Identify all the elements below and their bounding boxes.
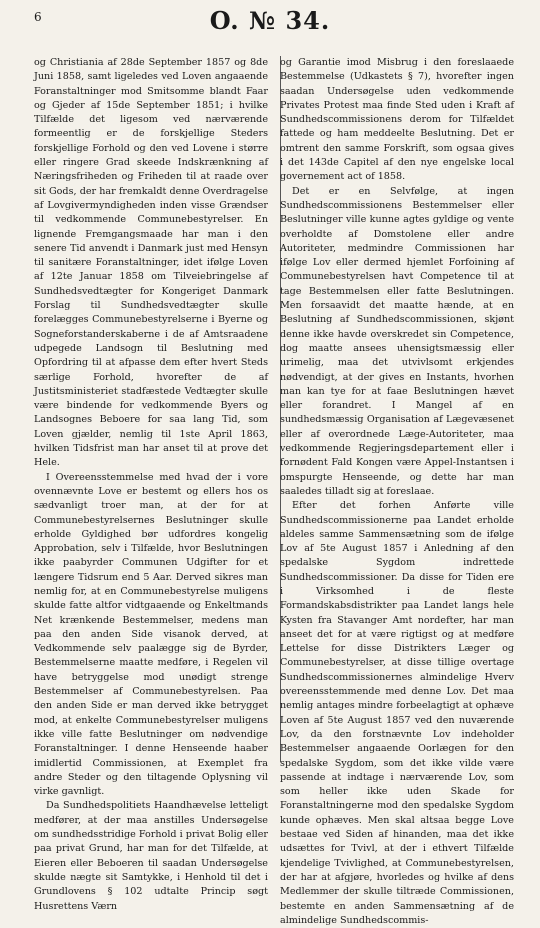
paragraph: I Overeensstemmelse med hvad der i vore ovennævnte Love er bestemt og ellers hos os sædvanligt troer man, at der for at Communebestyrelsernes Beslutninger skulle erholde Gyldighed bør udfordres kongelig Approbation, selv i Tilfælde, hvor Beslutningen ikke paabyrder Communen Udgifter for et længere Tidsrum end 5 Aar. Derved sikres man nemlig for, at en Communebestyrelse muligens skulde fatte altfor vidtgaaende og Enkeltmands Net krænkende Bestemmelser, medens man paa den anden Side visanok derved, at Vedkommende selv paalægge sig de Byrder, Bestemmelserne maatte medføre, i Regelen vil have betryggelse mod unødigt strenge Bestemmelser af Communebestyrelsen. Paa den anden Side er man derved ikke betrygget mod, at enkelte Communebestyrelser muligens ikke ville fatte Beslutninger om nødvendige Foranstaltninger. I denne Henseende haaber imidlertid Commissionen, at Exemplet fra andre Steder og den tiltagende Oplysning vil virke gavnligt.: [34, 471, 268, 798]
left-column: [34, 56, 268, 912]
paragraph: og Christiania af 28de September 1857 og 8de Juni 1858, samt ligeledes ved Loven angaaende Foranstaltninger mod Smitsomme blandt Faar og Gjeder af 15de September 1851; i hvilke Tilfælde det ligesom ved nærværende formeentlig er de forskjellige Steders forskjellige Forhold og den ved Lovene i større eller ringere Grad skeede Indskrænkning af Næringsfriheden og Friheden til at raade over sit Gods, der har fremkaldt denne Overdragelse af Lovgivermyndigheden inden visse Grændser til vedkommende Communebestyrelser. En lignende Fremgangsmaade har man i den senere Tid anvendt i Danmark just med Hensyn til sanitære Foranstaltninger, idet ifølge Loven af 12te Januar 1858 om Tilveiebringelse af Sundhedsvedtægter for Kongeriget Danmark Forslag til Sundhedsvedtægter skulle forelægges Communebestyrelserne i Byerne og Sogneforstanderskaberne i de af Amtsraadene udpegede Landsogn til Beslutning med Opfordring til at afpasse dem efter hvert Steds særlige Forhold, hvorefter de af Justitsministeriet stadfæstede Vedtægter skulle være bindende for vedkommende Byers og Landsognes Beboere for saa lang Tid, som Loven gjælder, nemlig til 1ste April 1863, hvilken Tidsfrist man har anset til at prove det Hele.: [34, 57, 268, 469]
page-number: 6: [34, 10, 42, 24]
right-column: [280, 56, 514, 926]
paragraph: Efter det forhen Anførte ville Sundhedscommissionerne paa Landet erholde aldeles samme Sammensætning som de ifølge Lov af 5te August 1857 i Anledning af den spedalske Sygdom indrettede Sundhedscommissioner. Da disse for Tiden ere i Virksomhed i de fleste Formandskabsdistrikter paa Landet langs hele Kysten fra Stavanger Amt nordefter, har man anseet det for at være rigtigst og at medføre Lettelse for disse Distrikters Læger og Communebestyrelser, at disse tillige overtage Sundhedscommissionernes almindelige Hverv overeensstemmende med denne Lov. Det maa nemlig antages mindre forbeelagtigt at ophæve Loven af 5te August 1857 ved den nuværende Lov, da den forstnævnte Lov indeholder Bestemmelser angaaende Oorlægen for den spedalske Sygdom, som det ikke vilde være passende at indtage i nærværende Lov, som som heller ikke uden Skade for Foranstaltningerne mod den spedalske Sygdom kunde ophæves. Men skal altsaa begge Love bestaae ved Siden af hinanden, maa det ikke udsættes for Tvivl, at der i ethvert Tilfælde kjendelige Tvivlighed, at Communebestyrelsen, der har at afgjøre, hvorledes og hvilke af dens Medlemmer der skulle tiltrædе Commissionen, bestemte en anden Sammensætning af de almindelige Sundhedscommis-: [280, 500, 514, 926]
page-title: O. № 34.: [209, 6, 331, 35]
paragraph: Det er en Selvfølge, at ingen Sundhedscommissionens Bestemmelser eller Beslutninger ville kunne agtes gyldige og vente overholdte af Domstolene eller andre Autoriteter, medmindre Commissionen har ifølge Lov eller dermed hjemlet Forfoining af Communebestyrelsen havt Competence til at tage Bestemmelsen eller fatte Beslutningen. Men forsaavidt det maatte hænde, at en Beslutning af Sundhedscommissionen, skjønt denne ikke havde overskredet sin Competence, dog maatte ansees uhensigtsmæssig eller urimelig, maa det utvivlsomt erkjendes nødvendigt, at der gives en Instants, hvorhen man kan tye for at faae Beslutningen hævet eller forandret. I Mangel af en sundhedsmæssig Organisation af Lægevæsenet eller af overordnede Læge-Autoriteter, maa vedkommende Regjeringsdepartement eller i fornødent Fald Kongen være Appel-Instantsen i omspurgte Henseende, og dette har man saaledes tilladt sig at foreslaae.: [280, 185, 514, 497]
paragraph: Da Sundhedspolitiets Haandhævelse letteligt medfører, at der maa anstilles Undersøgelse om sundhedsstridige Forhold i privat Bolig eller paa privat Grund, har man for det Tilfælde, at Eieren eller Beboeren til saadan Undersøgelse skulde nægte sit Samtykke, i Henhold til det i Grundlovens § 102 udtalte Princip søgt Husrettens Værn: [34, 800, 268, 912]
paragraph: og Garantie imod Misbrug i den foreslaaede Bestemmelse (Udkastets § 7), hvorefter ingen saadan Undersøgelse uden vedkommende Privates Protest maa finde Sted uden i Kraft af Sundhedscommissionens derom for Tilfældet fattede og ham meddeelte Beslutning. Det er omtrent den samme Forskrift, som ogsaa gives i det 143de Capitel af den nye engelske local governement act of 1858.: [280, 57, 514, 183]
text-columns: [34, 56, 514, 926]
